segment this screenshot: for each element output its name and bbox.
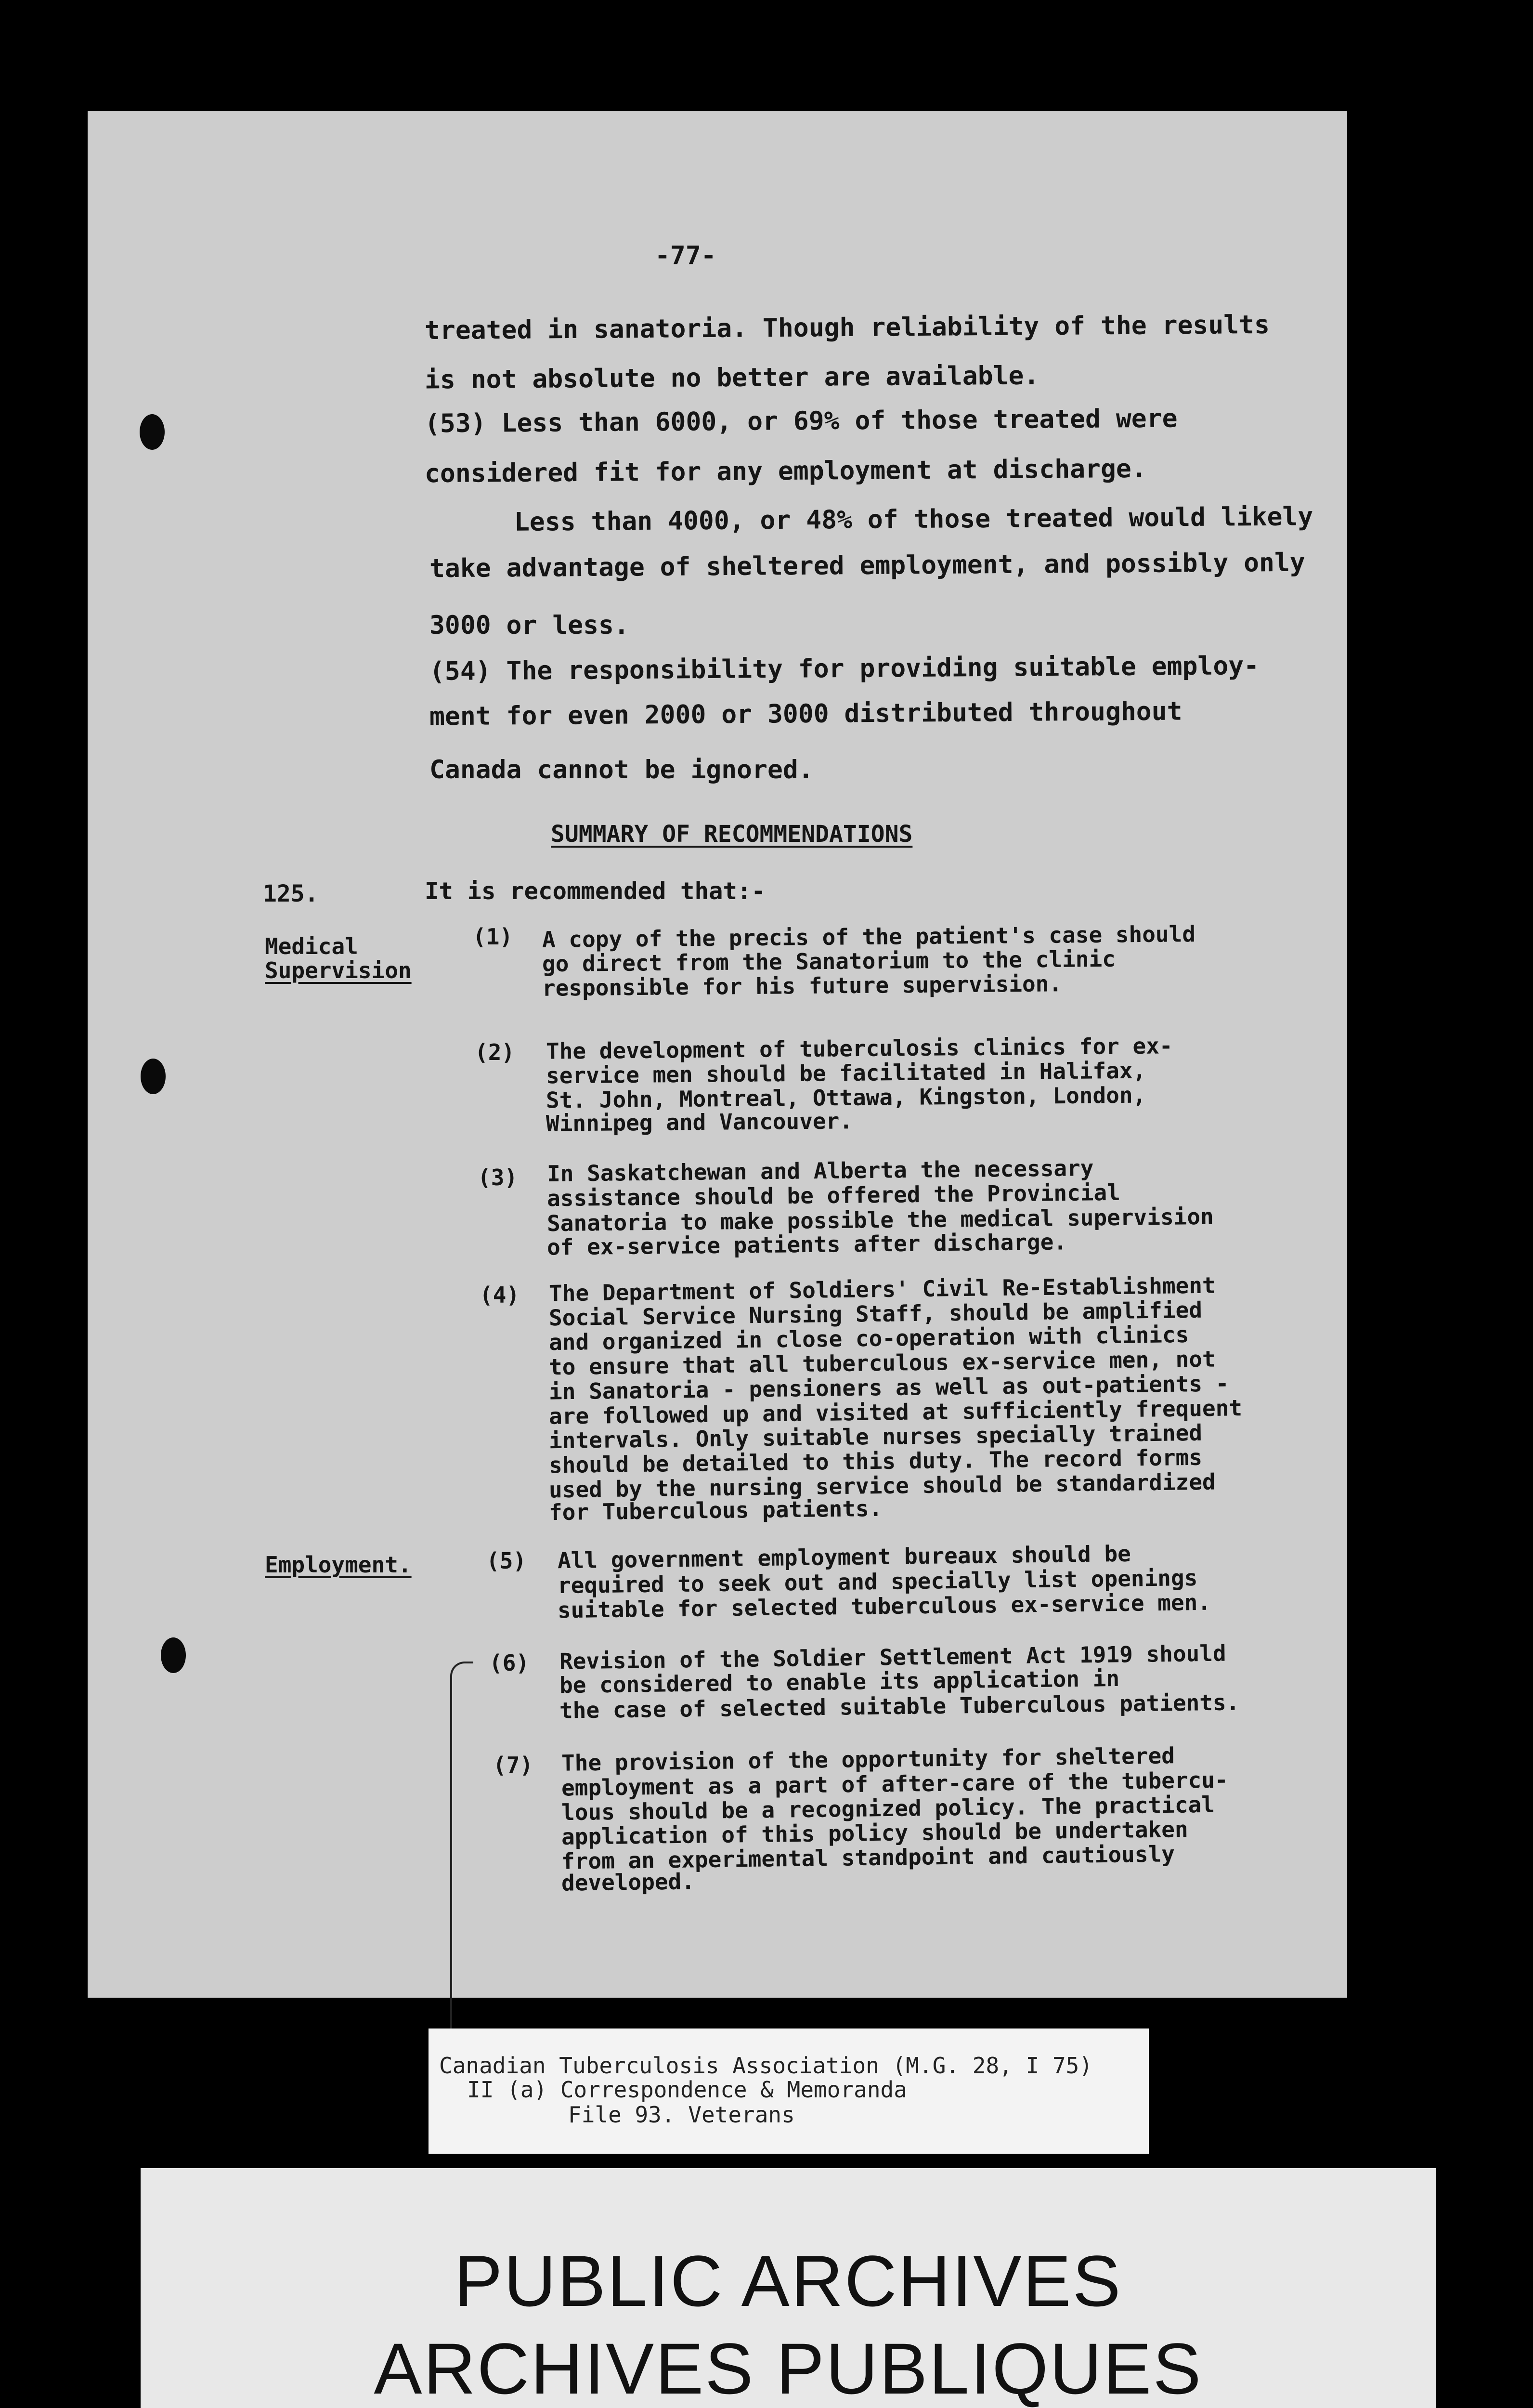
recommendation-line: go direct from the Sanatorium to the clinic [542, 945, 1116, 977]
punch-hole [161, 1637, 186, 1673]
recommendation-line: All government employment bureaux should be [557, 1540, 1131, 1574]
recommendation-number: (4) [480, 1282, 520, 1308]
recommendation-line: to ensure that all tuberculous ex-service men, not [548, 1346, 1216, 1380]
recommendation-line: responsible for his future supervision. [542, 970, 1063, 1001]
recommendation-number: (5) [486, 1548, 527, 1574]
recommendation-line: employment as a part of after-care of the tubercu- [561, 1767, 1228, 1801]
banner-title-en: PUBLIC ARCHIVES [454, 2240, 1122, 2321]
recommendation-line: service men should be facilitated in Halifax, [546, 1057, 1146, 1089]
recommendation-number: (7) [493, 1752, 533, 1778]
body-line: Canada cannot be ignored. [429, 755, 814, 785]
recommendation-line: assistance should be offered the Provincial [546, 1179, 1121, 1212]
body-line: treated in sanatoria. Though reliability of the results [424, 310, 1270, 346]
recommendation-number: (3) [478, 1165, 518, 1191]
body-line: (53) Less than 6000, or 69% of those treated were [424, 404, 1178, 439]
document-page [88, 111, 1347, 1998]
body-line: Less than 4000, or 48% of those treated would likely [514, 502, 1313, 537]
section-intro: It is recommended that:- [425, 877, 766, 905]
recommendation-line: of ex-service patients after discharge. [546, 1229, 1067, 1260]
recommendation-line: A copy of the precis of the patient's case should [542, 921, 1196, 953]
body-line: take advantage of sheltered employment, and possibly only [429, 548, 1305, 584]
recommendation-line: Sanatoria to make possible the medical supervision [546, 1203, 1214, 1237]
recommendation-line: required to seek out and specially list openings [557, 1564, 1198, 1599]
punch-hole [141, 1059, 166, 1094]
summary-heading: SUMMARY OF RECOMMENDATIONS [551, 821, 913, 848]
recommendation-line: be considered to enable its application in [559, 1665, 1120, 1699]
recommendation-line: developed. [561, 1868, 695, 1896]
margin-heading-supervision: Supervision [265, 957, 412, 983]
recommendation-line: and organized in close co-operation with clinics [548, 1321, 1189, 1356]
archive-label-line: II (a) Correspondence & Memoranda [467, 2077, 907, 2103]
archive-label-line: File 93. Veterans [568, 2102, 795, 2128]
recommendation-line: Winnipeg and Vancouver. [546, 1108, 853, 1137]
section-number: 125. [263, 880, 319, 907]
recommendation-line: are followed up and visited at sufficiently frequent [548, 1395, 1243, 1429]
page-number: -77- [655, 241, 716, 270]
recommendation-line: Social Service Nursing Staff, should be amplified [548, 1296, 1203, 1331]
body-line: ment for even 2000 or 3000 distributed throughout [429, 696, 1182, 732]
body-line: considered fit for any employment at discharge. [424, 454, 1147, 489]
recommendation-line: lous should be a recognized policy. The practical [561, 1791, 1215, 1826]
bracket-line [450, 1662, 473, 2044]
recommendation-line: intervals. Only suitable nurses specially trained [548, 1419, 1203, 1454]
archive-label-card [429, 2028, 1149, 2154]
recommendation-number: (6) [489, 1650, 530, 1676]
recommendation-line: from an experimental standpoint and cautiously [561, 1841, 1175, 1874]
banner-title-fr: ARCHIVES PUBLIQUES [374, 2328, 1203, 2408]
recommendation-number: (2) [475, 1039, 515, 1065]
recommendation-number: (1) [473, 924, 513, 950]
recommendation-line: The Department of Soldiers' Civil Re-Establishment [548, 1272, 1216, 1307]
recommendation-line: for Tuberculous patients. [548, 1495, 883, 1526]
recommendation-line: application of this policy should be undertaken [561, 1816, 1188, 1850]
archive-label-line: Canadian Tuberculosis Association (M.G. 28, I 75) [439, 2053, 1093, 2079]
recommendation-line: should be detailed to this duty. The record forms [548, 1444, 1203, 1479]
recommendation-line: In Saskatchewan and Alberta the necessary [546, 1155, 1094, 1187]
recommendation-line: suitable for selected tuberculous ex-service men. [557, 1589, 1211, 1623]
recommendation-line: The provision of the opportunity for sheltered [561, 1742, 1175, 1776]
recommendation-line: used by the nursing service should be standardized [548, 1468, 1216, 1503]
punch-hole [140, 414, 165, 450]
body-line: (54) The responsibility for providing suitable employ- [429, 651, 1260, 687]
recommendation-line: Revision of the Soldier Settlement Act 1919 should [559, 1640, 1226, 1675]
margin-heading-medical: Medical [265, 933, 358, 959]
body-line: is not absolute no better are available. [424, 361, 1039, 395]
recommendation-line: The development of tuberculosis clinics for ex- [546, 1033, 1173, 1064]
body-line: 3000 or less. [429, 611, 629, 640]
recommendation-line: the case of selected suitable Tuberculous patients. [559, 1689, 1240, 1724]
archives-banner [141, 2168, 1436, 2408]
recommendation-line: St. John, Montreal, Ottawa, Kingston, London, [546, 1082, 1146, 1113]
margin-heading-employment: Employment. [265, 1552, 412, 1578]
recommendation-line: in Sanatoria - pensioners as well as out-patients - [548, 1370, 1229, 1405]
